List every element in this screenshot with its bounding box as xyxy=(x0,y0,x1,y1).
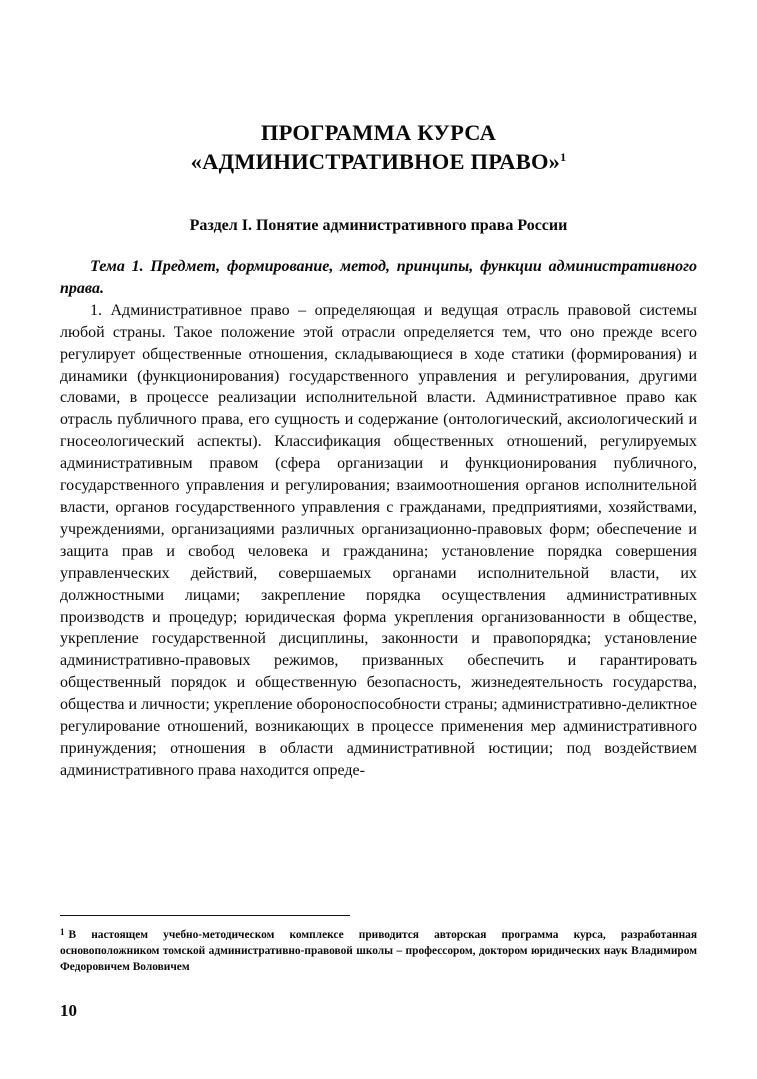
footnote-marker: 1 xyxy=(60,927,65,937)
paragraph: 1. Административное право – определяющая и ведущая отрасль правовой системы любой страны. Такое положение этой отрасли определяется тем, что оно прежде всего регулирует общественные отношения, складывающиеся в ходе статики (формирования) и динамики (функционирования) государственного управления и регулирования, другими словами, в процессе реализации исполнительной власти. Административное право как отрасль публичного права, его сущность и содержание (онтологический, аксиологический и гносеологический аспекты). Классификация общественных отношений, регулируемых административным правом (сфера организации и функционирования публичного, государственного управления и регулирования; взаимоотношения органов исполнительной власти, органов государственного управления с гражданами, предприятиями, хозяйствами, учреждениями, организациями различных организационно-правовых форм; обеспечение и защита прав и свобод человека и гражданина; установление порядка совершения управленческих действий, совершаемых органами исполнительной власти, их должностными лицами; закрепление порядка осуществления административных производств и процедур; юридическая форма укрепления организованности в обществе, укрепление государственной дисциплины, законности и правопорядка; установление административно-правовых режимов, призванных обеспечить и гарантировать общественный порядок и общественную безопасность, жизнедеятельность государства, общества и личности; укрепление обороноспособности страны; административно-деликтное регулирование отношений, возникающих в процессе применения мер административного принуждения; отношения в области административной юстиции; под воздействием административного права находится опреде- xyxy=(60,301,697,779)
body-text xyxy=(60,256,697,782)
book-page xyxy=(60,0,697,1079)
section-heading: Раздел I. Понятие административного права России xyxy=(189,217,568,234)
footnote xyxy=(60,927,697,975)
footnote-divider xyxy=(60,915,350,916)
title-line-2 xyxy=(60,147,697,176)
topic-heading: Тема 1. Предмет, формирование, метод, принципы, функции административного права. xyxy=(60,258,697,297)
title-footnote-marker: 1 xyxy=(560,150,567,164)
title-line-1: ПРОГРАММА КУРСА xyxy=(260,120,497,145)
footnote-text: В настоящем учебно-методическом комплексе приводится авторская программа курса, разработанная основоположником томской административно-правовой школы – профессором, доктором юридических наук Владимиром Федоровичем Воловичем xyxy=(60,929,697,973)
page-number: 10 xyxy=(60,1001,77,1020)
page-title xyxy=(60,118,697,176)
title-line-2-text: «АДМИНИСТРАТИВНОЕ ПРАВО» xyxy=(190,149,561,174)
